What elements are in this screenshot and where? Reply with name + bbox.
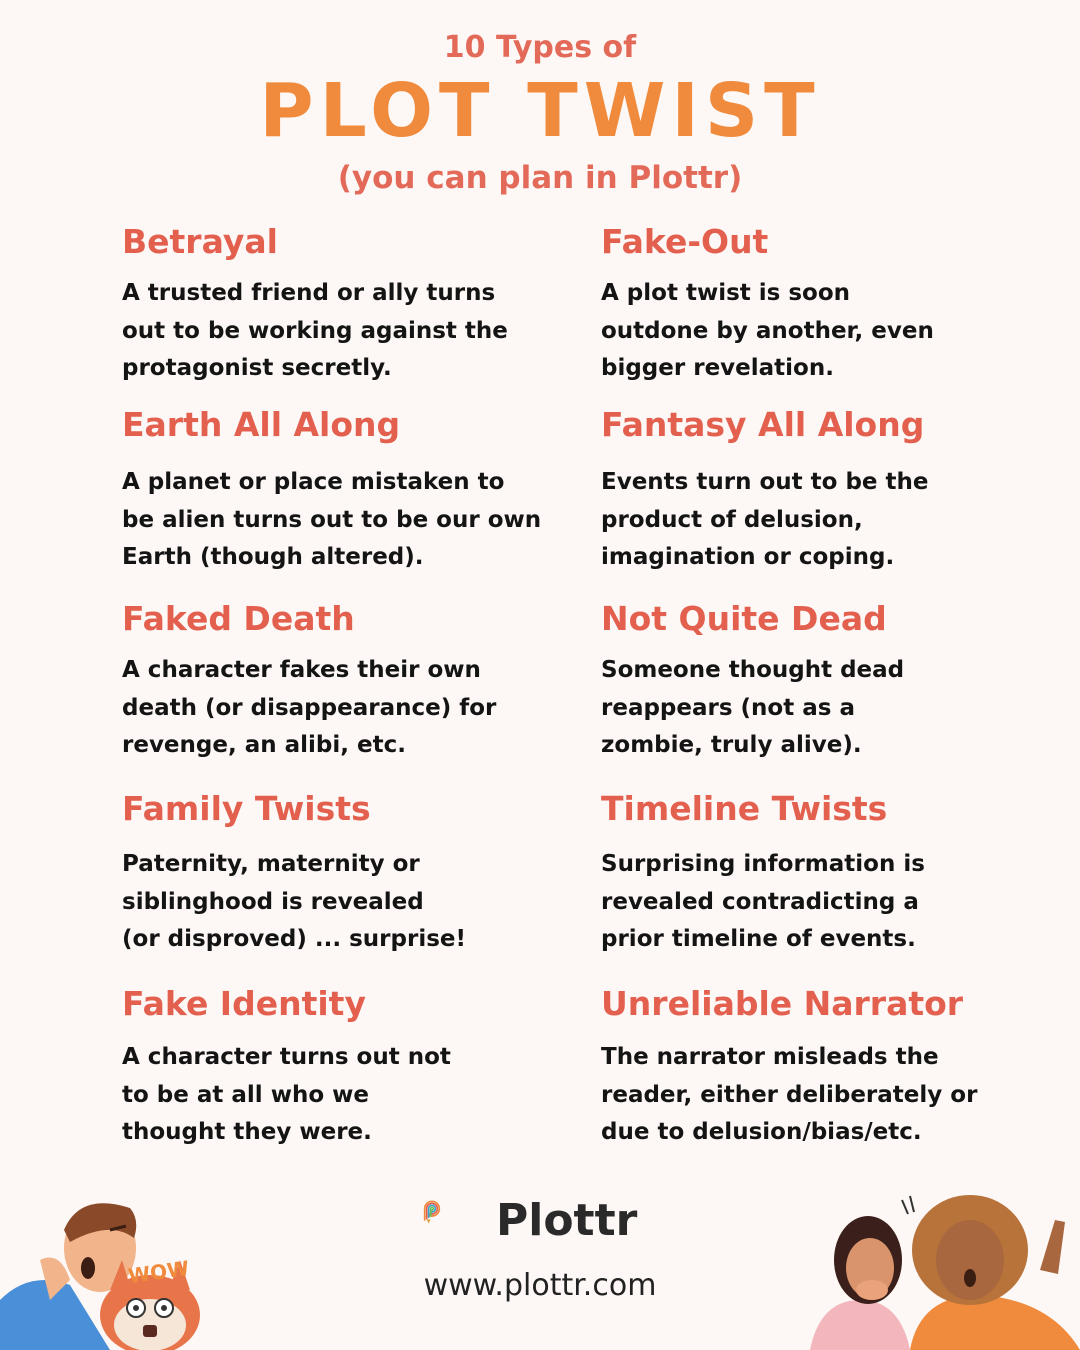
twist-description: Someone thought dead reappears (not as a zombie, truly alive).	[601, 657, 905, 758]
twist-fake-identity	[122, 984, 562, 1152]
twist-title: Timeline Twists	[601, 789, 888, 828]
twist-timeline-twists	[601, 789, 1041, 959]
twist-betrayal	[122, 222, 562, 388]
twist-description: A plot twist is soon outdone by another, even bigger revelation.	[601, 280, 934, 381]
website-url[interactable]: www.plottr.com	[423, 1268, 657, 1303]
twist-earth-all-along	[122, 405, 562, 577]
twist-description: A trusted friend or ally turns out to be working against the protagonist secretly.	[122, 280, 508, 381]
twist-not-quite-dead	[601, 599, 1041, 765]
twist-title: Fake Identity	[122, 984, 366, 1023]
plottr-wordmark: Plottr	[496, 1195, 638, 1246]
wow-text: WOW	[126, 1255, 191, 1289]
twist-fantasy-all-along	[601, 405, 1041, 577]
surprised-man-illustration	[0, 1190, 230, 1350]
twist-description: The narrator misleads the reader, either deliberately or due to delusion/bias/etc.	[601, 1044, 978, 1145]
twist-title: Fantasy All Along	[601, 405, 925, 444]
twist-title: Family Twists	[122, 789, 371, 828]
twist-unreliable-narrator	[601, 984, 1041, 1152]
header-top-line: 10 Types of	[443, 30, 637, 65]
header-subtitle: (you can plan in Plottr)	[337, 160, 743, 196]
twist-family-twists	[122, 789, 562, 959]
twist-fake-out	[601, 222, 1041, 388]
twist-description: Surprising information is revealed contradicting a prior timeline of events.	[601, 851, 925, 952]
plottr-logo-icon	[420, 1176, 500, 1246]
twist-title: Not Quite Dead	[601, 599, 887, 638]
twist-description: A character turns out not to be at all who we thought they were.	[122, 1044, 451, 1145]
surprised-women-illustration	[810, 1190, 1080, 1350]
twist-title: Betrayal	[122, 222, 278, 261]
twist-description: A character fakes their own death (or disappearance) for revenge, an alibi, etc.	[122, 657, 497, 758]
twist-title: Earth All Along	[122, 405, 401, 444]
page-title: PLOT TWIST	[259, 68, 821, 154]
twist-faked-death	[122, 599, 562, 765]
twist-description: Paternity, maternity or siblinghood is revealed (or disproved) ... surprise!	[122, 851, 466, 952]
twist-title: Faked Death	[122, 599, 355, 638]
twist-title: Unreliable Narrator	[601, 984, 964, 1023]
twist-description: A planet or place mistaken to be alien turns out to be our own Earth (though altered).	[122, 469, 542, 570]
twist-title: Fake-Out	[601, 222, 769, 261]
twist-description: Events turn out to be the product of delusion, imagination or coping.	[601, 469, 929, 570]
